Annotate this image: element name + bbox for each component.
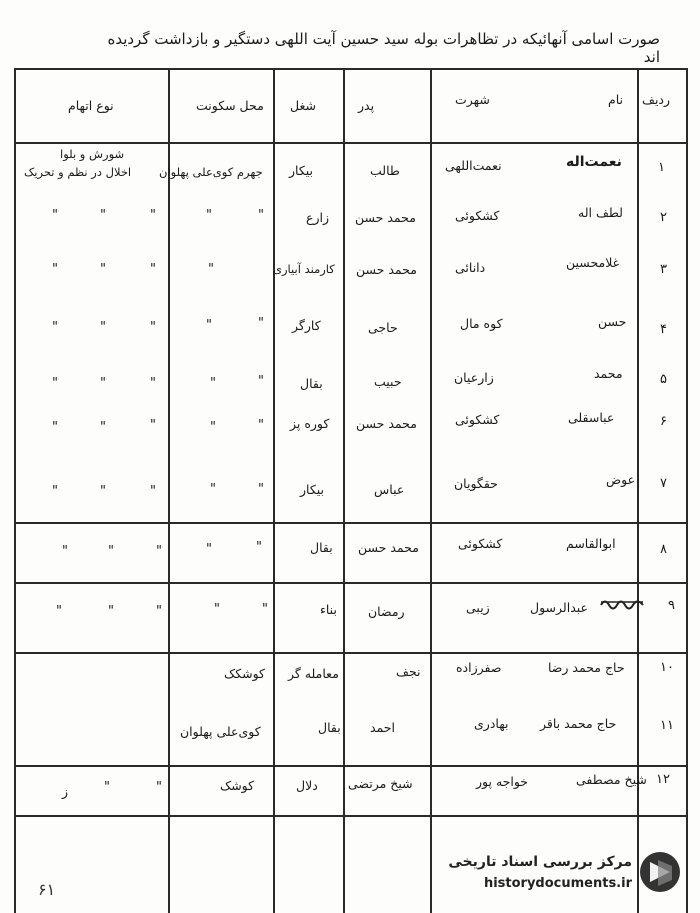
ditto-mark: " — [258, 418, 264, 433]
ditto-mark: " — [156, 544, 162, 559]
ditto-mark: " — [100, 320, 106, 335]
ditto-mark: " — [52, 320, 58, 335]
cell-mahal: کوی‌علی پهلوان — [180, 724, 261, 739]
cell-shoghl: کوره پز — [290, 416, 330, 431]
ditto-mark: " — [100, 420, 106, 435]
header-rule — [14, 142, 686, 144]
cell-pedar: احمد — [370, 720, 395, 735]
row-number: ۳ — [660, 262, 667, 277]
cell-mahal: جهرم کوی‌علی پهلوان — [159, 165, 263, 179]
cell-pedar: محمد حسن — [356, 262, 417, 277]
cell-shoghl: زارع — [306, 210, 330, 225]
archive-logo-icon — [638, 850, 682, 894]
ditto-mark: " — [206, 542, 212, 557]
cell-pedar: محمد حسن — [358, 540, 419, 555]
row-number: ۴ — [660, 322, 667, 337]
ditto-mark: " — [210, 482, 216, 497]
header-shohrat: شهرت — [455, 92, 490, 107]
cell-pedar: حبیب — [374, 374, 402, 389]
ditto-mark: " — [156, 604, 162, 619]
ditto-mark: " — [208, 262, 214, 277]
cell-shohrat: حقگویان — [454, 476, 498, 491]
ditto-mark: " — [62, 544, 68, 559]
cell-pedar: نجف — [396, 664, 421, 679]
page-title: صورت اسامی آنهائیکه در تظاهرات بوله سید حسین آیت اللهی دستگیر و بازداشت گردیده اند — [107, 30, 660, 66]
row-rule — [14, 522, 686, 524]
ditto-mark: " — [206, 318, 212, 333]
cell-shoghl: معامله گر — [288, 666, 339, 681]
watermark-url: historydocuments.ir — [483, 876, 632, 891]
ditto-mark: " — [52, 484, 58, 499]
cell-shoghl: بیکار — [289, 163, 313, 178]
ditto-mark: " — [258, 482, 264, 497]
ditto-mark: " — [214, 602, 220, 617]
cell-mahal: کوشک — [220, 778, 255, 793]
cell-name: حاج محمد باقر — [540, 716, 617, 731]
header-shoghl: شغل — [290, 98, 316, 113]
cell-shohrat: کشکوئی — [455, 412, 500, 427]
ditto-mark: " — [150, 320, 156, 335]
ditto-mark: " — [108, 604, 114, 619]
ditto-mark: " — [104, 780, 110, 795]
row-number: ۹ — [668, 598, 675, 613]
top-rule — [14, 68, 686, 70]
cell-pedar: عباس — [374, 482, 405, 497]
ditto-mark: " — [258, 208, 264, 223]
ditto-mark: " — [100, 262, 106, 277]
cell-name: حسن — [598, 314, 627, 329]
cell-name: غلامحسین — [566, 255, 620, 270]
ditto-mark: " — [210, 420, 216, 435]
header-nam: نام — [608, 92, 624, 107]
column-rule — [343, 68, 345, 913]
cell-shohrat: کشکوئی — [455, 208, 500, 223]
row-rule — [14, 582, 686, 584]
ditto-mark: " — [150, 418, 156, 433]
row-number: ۵ — [660, 372, 667, 387]
cell-pedar: حاجی — [368, 320, 398, 335]
corner-page-number: ۶۱ — [38, 880, 56, 899]
column-rule — [14, 68, 16, 913]
cell-mahal: کوشکک — [224, 666, 265, 681]
cell-shohrat: بهادری — [474, 716, 509, 731]
ditto-mark: " — [100, 484, 106, 499]
cell-shohrat: زارعیان — [454, 370, 494, 385]
row-rule — [14, 765, 686, 767]
cell-noe-extra: شورش و بلوا — [60, 147, 125, 161]
cell-name: لطف اله — [578, 205, 623, 220]
row-rule — [14, 652, 686, 654]
row-number: ۱ — [658, 160, 665, 175]
cell-shoghl: بقال — [310, 540, 333, 555]
ditto-mark: " — [258, 374, 264, 389]
row-number: ۶ — [660, 414, 667, 429]
cell-pedar: رمضان — [368, 604, 405, 619]
ditto-mark: " — [150, 208, 156, 223]
cell-shoghl: کارگر — [292, 318, 321, 333]
row-number: ۸ — [660, 542, 667, 557]
cell-shoghl: بناء — [320, 602, 337, 617]
cell-name: محمد — [594, 366, 623, 381]
ditto-mark: " — [206, 208, 212, 223]
header-pedar: پدر — [358, 98, 375, 113]
cell-shohrat: زیبی — [466, 600, 490, 615]
ditto-mark: " — [150, 376, 156, 391]
archive-watermark — [412, 850, 682, 900]
row-number: ۱۱ — [660, 718, 674, 733]
cell-shohrat: کوه مال — [460, 316, 503, 331]
cell-pedar: محمد حسن — [355, 210, 416, 225]
cell-name: حاج محمد رضا — [548, 660, 625, 675]
ditto-mark: " — [150, 484, 156, 499]
cell-name: شیخ مصطفی — [576, 772, 647, 787]
row-rule — [14, 815, 686, 817]
cell-noe: اخلال در نظم و تحریک — [24, 165, 132, 179]
cell-shohrat: خواجه پور — [476, 774, 529, 789]
ditto-mark: " — [210, 376, 216, 391]
cell-name: نعمت‌اله — [566, 154, 622, 170]
ditto-mark: " — [52, 208, 58, 223]
ditto-mark: " — [56, 604, 62, 619]
header-noe: نوع اتهام — [68, 98, 114, 113]
column-rule — [686, 68, 688, 913]
ditto-mark: " — [258, 316, 264, 331]
column-rule — [430, 68, 432, 913]
cell-pedar: شیخ مرتضی — [348, 776, 413, 791]
ditto-mark: " — [52, 420, 58, 435]
ditto-mark: " — [256, 540, 262, 555]
ditto-mark: " — [150, 262, 156, 277]
cell-name: عباسقلی — [568, 410, 615, 425]
ditto-mark: " — [262, 602, 268, 617]
ditto-mark: " — [108, 544, 114, 559]
watermark-title: مرکز بررسی اسناد تاریخی — [448, 854, 632, 870]
cell-name: عوض — [606, 472, 636, 487]
ditto-mark: " — [52, 376, 58, 391]
cell-shohrat: صفرزاده — [456, 660, 502, 675]
row-number: ۱۰ — [660, 660, 674, 675]
cell-pedar: طالب — [370, 163, 400, 178]
row-number: ۷ — [660, 476, 667, 491]
scribble-strikeout — [600, 596, 644, 610]
ditto-mark: " — [52, 262, 58, 277]
cell-shoghl: کارمند آبیاری — [273, 262, 335, 276]
cell-shoghl: بقال — [300, 376, 323, 391]
ditto-mark: " — [100, 208, 106, 223]
column-rule — [168, 68, 170, 913]
cell-shohrat: کشکوئی — [458, 536, 503, 551]
cell-pedar: محمد حسن — [356, 416, 417, 431]
cell-name: ابوالقاسم — [566, 536, 616, 551]
cell-shohrat: دانائی — [455, 260, 486, 275]
row-number: ۱۲ — [656, 772, 670, 787]
header-mahal: محل سکونت — [196, 98, 264, 113]
cell-noe: ز — [62, 784, 69, 799]
cell-shohrat: نعمت‌اللهی — [445, 158, 502, 173]
cell-shoghl: دلال — [296, 778, 318, 793]
column-rule — [273, 68, 275, 913]
cell-name: عبدالرسول — [530, 600, 588, 615]
row-number: ۲ — [660, 210, 667, 225]
ditto-mark: " — [156, 780, 162, 795]
cell-shoghl: بقال — [318, 720, 341, 735]
cell-shoghl: بیکار — [300, 482, 324, 497]
ditto-mark: " — [100, 376, 106, 391]
header-radif: ردیف — [642, 92, 671, 107]
